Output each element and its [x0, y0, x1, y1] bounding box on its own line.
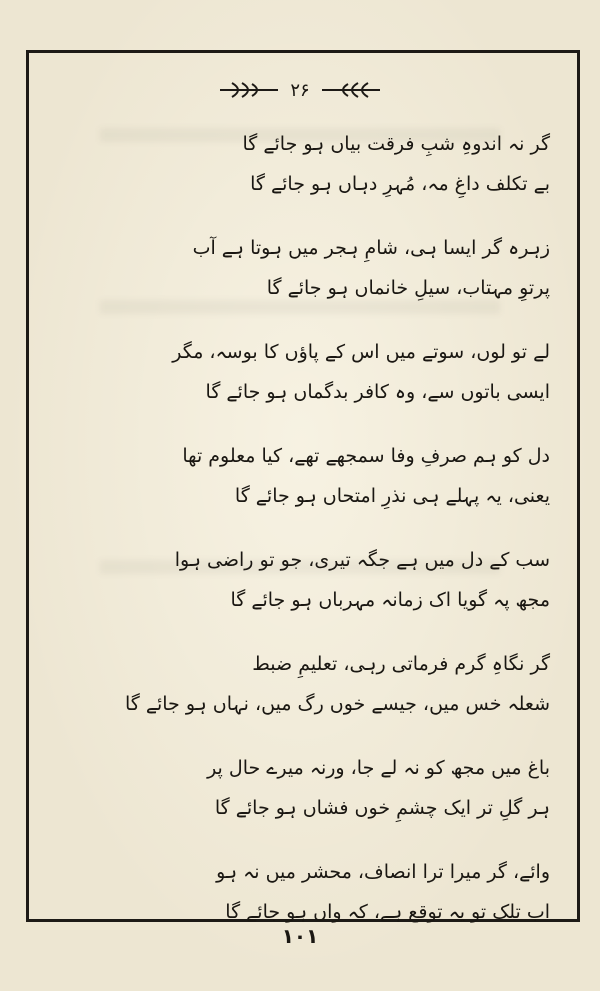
- couplet: [48, 228, 556, 308]
- verse-line: ہر گلِ تر ایک چشمِ خوں فشاں ہو جائے گا: [214, 797, 550, 819]
- header-page-number: ۲۶: [290, 79, 310, 101]
- verse-line: سب کے دل میں ہے جگہ تیری، جو تو راضی ہوا: [174, 549, 550, 571]
- ghazal-text: [48, 124, 556, 956]
- verse-line: وائے، گر میرا ترا انصاف، محشر میں نہ ہو: [216, 861, 550, 883]
- page-header: [0, 70, 600, 110]
- verse-line: باغ میں مجھ کو نہ لے جا، ورنہ میرے حال پر: [207, 757, 550, 779]
- verse-line: اب تلک تو یہ توقع ہے، کہ واں ہو جائے گا: [225, 901, 550, 923]
- verse-line: گر نگاہِ گرم فرماتی رہی، تعلیمِ ضبط: [252, 653, 550, 675]
- verse-line: ایسی باتوں سے، وہ کافر بدگماں ہو جائے گا: [205, 381, 550, 403]
- verse-line: بے تکلف داغِ مہ، مُہرِ دہاں ہو جائے گا: [250, 173, 550, 195]
- couplet: [48, 644, 556, 724]
- couplet: [48, 852, 556, 932]
- couplet: [48, 124, 556, 204]
- verse-line: یعنی، یہ پہلے ہی نذرِ امتحاں ہو جائے گا: [234, 485, 550, 507]
- verse-line: زہرہ گر ایسا ہی، شامِ ہجر میں ہوتا ہے آب: [192, 237, 550, 259]
- couplet: [48, 540, 556, 620]
- verse-line: پرتوِ مہتاب، سیلِ خانماں ہو جائے گا: [266, 277, 550, 299]
- verse-line: دل کو ہم صرفِ وفا سمجھے تھے، کیا معلوم تھا: [182, 445, 550, 467]
- couplet: [48, 436, 556, 516]
- verse-line: لے تو لوں، سوتے میں اس کے پاؤں کا بوسہ، مگر: [172, 341, 550, 363]
- verse-line: مجھ پہ گویا اک زمانہ مہرباں ہو جائے گا: [230, 589, 550, 611]
- couplet: [48, 332, 556, 412]
- left-flourish-icon: [218, 80, 280, 100]
- verse-line: گر نہ اندوہِ شبِ فرقت بیاں ہو جائے گا: [242, 133, 550, 155]
- right-flourish-icon: [320, 80, 382, 100]
- verse-line: شعلہ خس میں، جیسے خوں رگ میں، نہاں ہو جائے گا: [124, 693, 550, 715]
- footer-page-number: ۱۰۱: [281, 924, 319, 948]
- couplet: [48, 748, 556, 828]
